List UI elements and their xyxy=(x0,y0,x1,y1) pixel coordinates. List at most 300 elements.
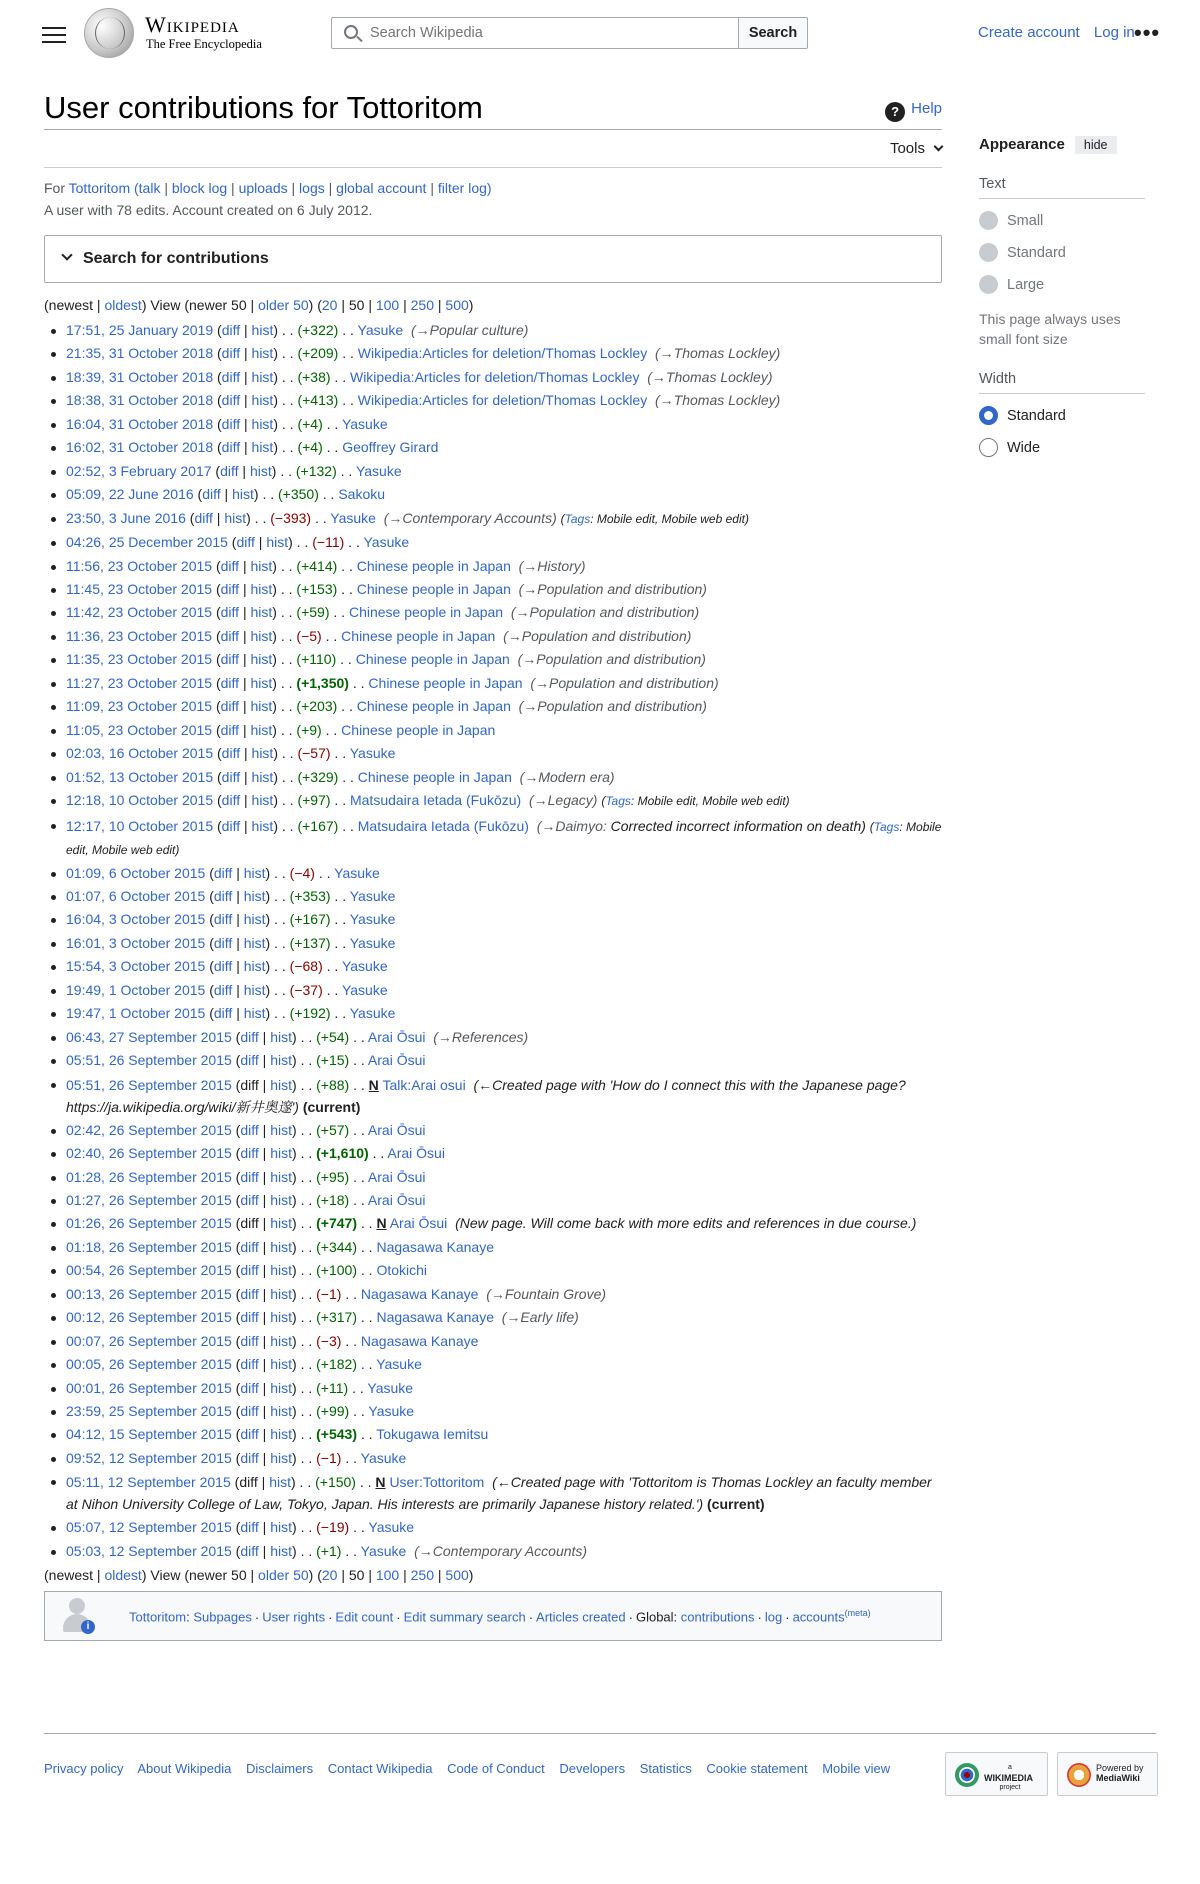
contribution-timestamp-link[interactable]: 11:09, 23 October 2015 xyxy=(66,698,213,715)
page-link[interactable]: Nagasawa Kanaye xyxy=(376,1309,494,1326)
contribution-timestamp-link[interactable]: 01:52, 13 October 2015 xyxy=(66,768,214,785)
diff-link[interactable]: diff xyxy=(240,1309,259,1326)
hist-link[interactable]: hist xyxy=(270,1309,293,1326)
hist-link[interactable]: hist xyxy=(270,1168,293,1185)
diff-link[interactable]: diff xyxy=(240,1403,259,1420)
page-footer xyxy=(44,1733,1156,1791)
contribution-row: 01:28, 26 September 2015 (diff | hist) . . (+95) . . Arai Ōsui xyxy=(66,1166,942,1189)
diff-link[interactable]: diff xyxy=(213,911,233,928)
edit-summary: (→Modern era) xyxy=(519,768,615,785)
hist-link[interactable]: hist xyxy=(270,1332,293,1349)
page-link[interactable]: Chinese people in Japan xyxy=(368,674,523,691)
radio-unselected-icon[interactable] xyxy=(979,438,998,457)
wikimedia-project-badge[interactable] xyxy=(945,1752,1048,1796)
diff-link[interactable]: diff xyxy=(220,627,240,644)
diff-link[interactable]: diff xyxy=(220,698,240,715)
contribution-timestamp-link[interactable]: 05:11, 12 September 2015 xyxy=(66,1474,231,1491)
edit-summary: (→Population and distribution) xyxy=(503,627,692,644)
hist-link[interactable]: hist xyxy=(250,627,273,644)
hist-link[interactable]: hist xyxy=(270,1145,293,1162)
footer-link-contact[interactable]: Contact Wikipedia xyxy=(327,1761,433,1776)
contribution-timestamp-link[interactable]: 06:43, 27 September 2015 xyxy=(66,1028,232,1045)
pager-view-text: View (newer 50 xyxy=(150,297,247,313)
contribution-timestamp-link[interactable]: 18:38, 31 October 2018 xyxy=(66,392,214,409)
diff-link[interactable]: diff xyxy=(240,1449,259,1466)
diff-link[interactable]: diff xyxy=(240,1426,259,1443)
personal-tools xyxy=(978,24,1145,41)
diff-link[interactable]: diff xyxy=(240,1285,259,1302)
diff-link[interactable]: diff xyxy=(240,1191,259,1208)
contribution-timestamp-link[interactable]: 19:47, 1 October 2015 xyxy=(66,1005,206,1022)
contribution-timestamp-link[interactable]: 12:18, 10 October 2015 xyxy=(66,792,214,809)
contribution-timestamp-link[interactable]: 15:54, 3 October 2015 xyxy=(66,958,206,975)
hist-link[interactable]: hist xyxy=(270,1238,293,1255)
contribution-timestamp-link[interactable]: 11:56, 23 October 2015 xyxy=(66,557,213,574)
diff-link[interactable]: diff xyxy=(221,439,241,456)
diff-link[interactable]: diff xyxy=(220,604,240,621)
page-link[interactable]: Wikipedia:Articles for deletion/Thomas Lockley xyxy=(357,345,648,362)
option-label: Standard xyxy=(1007,408,1066,424)
page-link[interactable]: Yasuke xyxy=(349,934,396,951)
contribution-timestamp-link[interactable]: 02:42, 26 September 2015 xyxy=(66,1121,232,1138)
diff-link[interactable]: diff xyxy=(221,768,241,785)
diff-link[interactable]: diff xyxy=(194,509,213,526)
diff-label: diff xyxy=(240,1076,259,1093)
diff-link[interactable]: diff xyxy=(220,651,240,668)
user-tools-username-link[interactable]: Tottoritom xyxy=(129,1609,187,1625)
tools-row xyxy=(44,130,942,168)
hist-link[interactable]: hist xyxy=(270,1403,293,1420)
page-link[interactable]: Yasuke xyxy=(368,1403,415,1420)
hist-link[interactable]: hist xyxy=(249,462,272,479)
hist-link[interactable]: hist xyxy=(243,911,266,928)
page-link[interactable]: Yasuke xyxy=(360,1542,407,1559)
page-link[interactable]: Yasuke xyxy=(376,1356,422,1373)
hist-link[interactable]: hist xyxy=(250,674,273,691)
hist-link[interactable]: hist xyxy=(251,817,274,834)
hist-link[interactable]: hist xyxy=(243,981,266,998)
contribution-timestamp-link[interactable]: 00:07, 26 September 2015 xyxy=(66,1332,232,1349)
diff-link[interactable]: diff xyxy=(240,1262,259,1279)
uploads-link[interactable]: uploads xyxy=(238,180,288,196)
edit-summary-search-link[interactable]: Edit summary search xyxy=(403,1609,526,1625)
font-size-note: This page always uses small font size xyxy=(979,311,1121,347)
page-link[interactable]: Arai Ōsui xyxy=(367,1191,426,1208)
page-link[interactable]: Arai Ōsui xyxy=(367,1168,426,1185)
contribution-timestamp-link[interactable]: 19:49, 1 October 2015 xyxy=(66,981,206,998)
tags-link[interactable]: Tags xyxy=(564,511,591,526)
hist-link[interactable]: hist xyxy=(250,721,273,738)
hide-appearance-button[interactable]: hide xyxy=(1075,136,1117,154)
radio-selected-icon[interactable] xyxy=(979,406,998,425)
contribution-timestamp-link[interactable]: 23:59, 25 September 2015 xyxy=(66,1403,232,1420)
contribution-timestamp-link[interactable]: 16:04, 3 October 2015 xyxy=(66,911,206,928)
page-link[interactable]: Tokugawa Iemitsu xyxy=(376,1426,489,1443)
footer-link-cookie-statement[interactable]: Cookie statement xyxy=(706,1761,808,1776)
diff-link[interactable]: diff xyxy=(213,1005,233,1022)
contribution-row: 01:27, 26 September 2015 (diff | hist) . . (+18) . . Arai Ōsui xyxy=(66,1189,942,1212)
badge-line: a xyxy=(1008,1764,1012,1771)
hist-link[interactable]: hist xyxy=(270,1285,293,1302)
diff-link[interactable]: diff xyxy=(221,745,241,762)
hist-link[interactable]: hist xyxy=(232,486,254,503)
contribution-timestamp-link[interactable]: 11:35, 23 October 2015 xyxy=(66,651,213,668)
search-input[interactable] xyxy=(368,22,728,44)
page-link[interactable]: Matsudaira Ietada (Fukōzu) xyxy=(349,792,522,809)
contribution-row: 23:50, 3 June 2016 (diff | hist) . . (−393) . . Yasuke (→Contemporary Accounts) (Tags: Mobile edit, Mobile web edit) xyxy=(66,507,942,531)
log-in-link[interactable]: Log in xyxy=(1093,24,1135,41)
edit-summary: (→Population and distribution) xyxy=(518,580,707,597)
page-link[interactable]: Yasuke xyxy=(341,981,388,998)
contribution-timestamp-link[interactable]: 00:05, 26 September 2015 xyxy=(66,1356,232,1373)
size-change: (−68) xyxy=(289,958,323,975)
contribution-timestamp-link[interactable]: 17:51, 25 January 2019 xyxy=(66,322,214,338)
hist-link[interactable]: hist xyxy=(270,1356,293,1373)
contribution-timestamp-link[interactable]: 11:36, 23 October 2015 xyxy=(66,627,213,644)
radio-disabled-icon xyxy=(979,211,998,230)
page-link[interactable]: Yasuke xyxy=(341,958,388,975)
edit-count-link[interactable]: Edit count xyxy=(335,1609,394,1625)
pager-older-link[interactable]: older 50 xyxy=(258,1567,309,1584)
contribution-timestamp-link[interactable]: 04:12, 15 September 2015 xyxy=(66,1426,232,1443)
hist-link[interactable]: hist xyxy=(250,698,273,715)
mediawiki-badge-text xyxy=(1096,1763,1144,1783)
contribution-timestamp-link[interactable]: 11:42, 23 October 2015 xyxy=(66,604,213,621)
contribution-timestamp-link[interactable]: 05:07, 12 September 2015 xyxy=(66,1519,232,1536)
limit-50-current: 50 xyxy=(348,1567,365,1584)
edit-summary: (→Population and distribution) xyxy=(510,604,700,621)
diff-link[interactable]: diff xyxy=(213,864,233,881)
global-log-link[interactable]: log xyxy=(764,1609,783,1625)
contribution-timestamp-link[interactable]: 05:51, 26 September 2015 xyxy=(66,1052,232,1069)
hist-link[interactable]: hist xyxy=(243,934,266,951)
diff-link[interactable]: diff xyxy=(221,792,241,809)
page-link[interactable]: Chinese people in Japan xyxy=(341,627,496,644)
contribution-timestamp-link[interactable]: 21:35, 31 October 2018 xyxy=(66,345,214,362)
footer-link-privacy[interactable]: Privacy policy xyxy=(44,1761,124,1776)
appearance-title xyxy=(979,136,1145,154)
contribution-timestamp-link[interactable]: 16:01, 3 October 2015 xyxy=(66,934,206,951)
diff-link[interactable]: diff xyxy=(240,1519,259,1536)
diff-link[interactable]: diff xyxy=(240,1238,259,1255)
create-account-link[interactable]: Create account xyxy=(978,24,1080,41)
page-link[interactable]: Chinese people in Japan xyxy=(356,698,511,715)
diff-link[interactable]: diff xyxy=(240,1121,259,1138)
powered-by-mediawiki-badge[interactable] xyxy=(1057,1752,1158,1796)
contribution-timestamp-link[interactable]: 04:26, 25 December 2015 xyxy=(66,534,228,551)
page-link[interactable]: Talk:Arai osui xyxy=(382,1076,466,1093)
diff-link[interactable]: diff xyxy=(240,1052,259,1069)
hist-link[interactable]: hist xyxy=(270,1191,293,1208)
hist-link[interactable]: hist xyxy=(270,1028,293,1045)
global-accounts-link[interactable]: accounts xyxy=(792,1609,845,1625)
diff-link[interactable]: diff xyxy=(221,817,241,834)
search-contributions-toggle[interactable] xyxy=(44,235,942,283)
help-link[interactable] xyxy=(885,100,942,122)
size-change: (+182) xyxy=(316,1356,357,1373)
pager-oldest-link[interactable]: oldest xyxy=(104,297,142,313)
hist-link[interactable]: hist xyxy=(250,557,273,574)
page-link[interactable]: Arai Ōsui xyxy=(387,1145,445,1162)
size-change: (+18) xyxy=(316,1191,350,1208)
hist-link[interactable]: hist xyxy=(270,1519,293,1536)
diff-link[interactable]: diff xyxy=(213,958,233,975)
tags-link[interactable]: Tags xyxy=(605,794,631,809)
contribution-timestamp-link[interactable]: 02:52, 3 February 2017 xyxy=(66,462,212,479)
diff-link[interactable]: diff xyxy=(202,486,221,503)
diff-label: diff xyxy=(239,1474,258,1491)
hist-link[interactable]: hist xyxy=(270,1076,293,1093)
hist-link[interactable]: hist xyxy=(224,509,247,526)
logo-tagline: The Free Encyclopedia xyxy=(146,37,262,51)
edit-summary: (←Created page with 'How do I connect this with the Japanese page? https://ja.wikipedia.org/wiki/新井奥邃') xyxy=(66,1076,906,1115)
contribution-timestamp-link[interactable]: 00:01, 26 September 2015 xyxy=(66,1379,232,1396)
diff-link[interactable]: diff xyxy=(240,1145,259,1162)
hist-link[interactable]: hist xyxy=(251,368,274,385)
hist-link[interactable]: hist xyxy=(270,1121,293,1138)
contribution-timestamp-link[interactable]: 01:27, 26 September 2015 xyxy=(66,1191,232,1208)
contribution-timestamp-link[interactable]: 01:07, 6 October 2015 xyxy=(66,887,206,904)
hist-link[interactable]: hist xyxy=(243,1005,266,1022)
filter-log-link[interactable]: filter log xyxy=(437,180,487,196)
contribution-row: 02:03, 16 October 2015 (diff | hist) . . (−57) . . Yasuke xyxy=(66,742,942,765)
hist-link[interactable]: hist xyxy=(251,392,274,409)
page-link[interactable]: User:Tottoritom xyxy=(389,1474,485,1491)
hist-link[interactable]: hist xyxy=(270,1215,293,1232)
hist-link[interactable]: hist xyxy=(251,439,274,456)
page-link[interactable]: Yasuke xyxy=(357,322,404,338)
contribution-timestamp-link[interactable]: 23:50, 3 June 2016 xyxy=(66,509,186,526)
articles-created-link[interactable]: Articles created xyxy=(536,1609,626,1625)
page-link[interactable]: Wikipedia:Articles for deletion/Thomas Lockley xyxy=(349,368,640,385)
hist-link[interactable]: hist xyxy=(266,534,289,551)
logo-wordmark[interactable]: Wikipedia xyxy=(145,12,240,37)
contribution-timestamp-link[interactable]: 18:39, 31 October 2018 xyxy=(66,368,214,385)
diff-link[interactable]: diff xyxy=(213,934,233,951)
page-link[interactable]: Yasuke xyxy=(349,745,396,762)
size-change: (+167) xyxy=(289,911,331,928)
page-link[interactable]: Arai Ōsui xyxy=(367,1028,426,1045)
pager-older-link[interactable]: older 50 xyxy=(258,297,309,313)
hist-link[interactable]: hist xyxy=(250,604,273,621)
subpages-link[interactable]: Subpages xyxy=(193,1609,252,1625)
user-rights-link[interactable]: User rights xyxy=(262,1609,326,1625)
contribution-row: 02:42, 26 September 2015 (diff | hist) . . (+57) . . Arai Ōsui xyxy=(66,1119,942,1142)
diff-link[interactable]: diff xyxy=(240,1168,259,1185)
diff-link[interactable]: diff xyxy=(221,322,241,338)
limit-100-link[interactable]: 100 xyxy=(375,1567,400,1584)
size-change: (+747) xyxy=(316,1215,357,1232)
contributions-subtitle: For Tottoritom (talk | block log | uploads | logs | global account | filter log) A user with 78 edits. Account created on 6 July 2012. xyxy=(44,177,942,221)
page-link[interactable]: Arai Ōsui xyxy=(367,1121,426,1138)
contribution-timestamp-link[interactable]: 11:45, 23 October 2015 xyxy=(66,580,213,597)
hist-link[interactable]: hist xyxy=(243,887,266,904)
diff-link[interactable]: diff xyxy=(220,557,240,574)
limit-20-link[interactable]: 20 xyxy=(321,1567,338,1584)
hist-link[interactable]: hist xyxy=(270,1379,293,1396)
contribution-timestamp-link[interactable]: 05:51, 26 September 2015 xyxy=(66,1076,232,1093)
contribution-timestamp-link[interactable]: 16:02, 31 October 2018 xyxy=(66,439,214,456)
contribution-timestamp-link[interactable]: 01:18, 26 September 2015 xyxy=(66,1238,232,1255)
hist-link[interactable]: hist xyxy=(270,1426,293,1443)
diff-link[interactable]: diff xyxy=(236,534,255,551)
contribution-timestamp-link[interactable]: 02:03, 16 October 2015 xyxy=(66,745,214,762)
hist-link[interactable]: hist xyxy=(270,1449,293,1466)
limit-500-link[interactable]: 500 xyxy=(445,297,469,313)
hist-link[interactable]: hist xyxy=(251,345,274,362)
wikipedia-globe-logo[interactable] xyxy=(84,8,134,58)
limit-100-link[interactable]: 100 xyxy=(375,297,400,313)
width-standard-option[interactable] xyxy=(979,406,1145,426)
hist-link[interactable]: hist xyxy=(251,745,274,762)
page-link[interactable]: Matsudaira Ietada (Fukōzu) xyxy=(357,817,529,834)
pager-top: (newest | oldest) View (newer 50 | older 50) (20 | 50 | 100 | 250 | 500) xyxy=(44,297,474,313)
page-link[interactable]: Yasuke xyxy=(334,864,380,881)
contribution-timestamp-link[interactable]: 11:27, 23 October 2015 xyxy=(66,674,213,691)
page-link[interactable]: Arai Ōsui xyxy=(367,1052,426,1069)
hist-link[interactable]: hist xyxy=(251,415,274,432)
diff-link[interactable]: diff xyxy=(240,1332,259,1349)
page-link[interactable]: Nagasawa Kanaye xyxy=(376,1238,494,1255)
contribution-timestamp-link[interactable]: 02:40, 26 September 2015 xyxy=(66,1145,232,1162)
page-link[interactable]: Chinese people in Japan xyxy=(356,580,511,597)
contribution-timestamp-link[interactable]: 11:05, 23 October 2015 xyxy=(66,721,213,738)
hist-link[interactable]: hist xyxy=(270,1542,293,1559)
diff-link[interactable]: diff xyxy=(221,368,241,385)
page-link[interactable]: Nagasawa Kanaye xyxy=(360,1285,479,1302)
limit-500-link[interactable]: 500 xyxy=(445,1567,469,1584)
hist-link[interactable]: hist xyxy=(251,792,274,809)
contribution-timestamp-link[interactable]: 05:03, 12 September 2015 xyxy=(66,1542,232,1559)
more-options-icon[interactable]: ••• xyxy=(1134,20,1161,45)
pager-newest: newest xyxy=(48,297,94,313)
contribution-timestamp-link[interactable]: 09:52, 12 September 2015 xyxy=(66,1449,232,1466)
hist-link[interactable]: hist xyxy=(243,958,266,975)
size-change: (+59) xyxy=(296,604,330,621)
size-change: (+317) xyxy=(316,1309,357,1326)
diff-link[interactable]: diff xyxy=(221,345,241,362)
contribution-row: 05:07, 12 September 2015 (diff | hist) . . (−19) . . Yasuke xyxy=(66,1516,942,1539)
page-link[interactable]: Chinese people in Japan xyxy=(355,651,510,668)
limit-250-link[interactable]: 250 xyxy=(410,1567,434,1584)
footer-link-disclaimers[interactable]: Disclaimers xyxy=(245,1761,314,1776)
user-link[interactable]: Tottoritom xyxy=(68,180,131,196)
page-link[interactable]: Chinese people in Japan xyxy=(356,557,511,574)
diff-link[interactable]: diff xyxy=(240,1028,259,1045)
diff-link[interactable]: diff xyxy=(221,415,241,432)
diff-link[interactable]: diff xyxy=(221,392,241,409)
page-link[interactable]: Wikipedia:Articles for deletion/Thomas Lockley xyxy=(357,392,648,409)
diff-link[interactable]: diff xyxy=(240,1356,259,1373)
contribution-timestamp-link[interactable]: 01:09, 6 October 2015 xyxy=(66,864,206,881)
diff-link[interactable]: diff xyxy=(240,1379,259,1396)
page-link[interactable]: Yasuke xyxy=(367,1379,414,1396)
hist-link[interactable]: hist xyxy=(251,322,274,338)
diff-link[interactable]: diff xyxy=(213,981,233,998)
contribution-timestamp-link[interactable]: 16:04, 31 October 2018 xyxy=(66,415,214,432)
page-link[interactable]: Yasuke xyxy=(363,534,410,551)
footer-link-mobile-view[interactable]: Mobile view xyxy=(822,1761,891,1776)
contribution-timestamp-link[interactable]: 00:13, 26 September 2015 xyxy=(66,1285,232,1302)
page-link[interactable]: Nagasawa Kanaye xyxy=(360,1332,479,1349)
search-button[interactable]: Search xyxy=(738,17,808,49)
width-wide-option[interactable] xyxy=(979,438,1145,458)
contribution-timestamp-link[interactable]: 12:17, 10 October 2015 xyxy=(66,817,214,834)
contribution-timestamp-link[interactable]: 01:26, 26 September 2015 xyxy=(66,1215,232,1232)
footer-link-statistics[interactable]: Statistics xyxy=(639,1761,692,1776)
page-link[interactable]: Geoffrey Girard xyxy=(342,439,439,456)
block-log-link[interactable]: block log xyxy=(171,180,228,196)
diff-link[interactable]: diff xyxy=(220,721,240,738)
hist-link[interactable]: hist xyxy=(251,768,274,785)
logs-link[interactable]: logs xyxy=(299,180,325,196)
page-link[interactable]: Arai Ōsui xyxy=(389,1215,448,1232)
diff-link[interactable]: diff xyxy=(220,674,240,691)
page-link[interactable]: Chinese people in Japan xyxy=(348,604,504,621)
page-link[interactable]: Yasuke xyxy=(368,1519,415,1536)
diff-link[interactable]: diff xyxy=(220,462,239,479)
page-link[interactable]: Otokichi xyxy=(376,1262,428,1279)
pager-oldest-link[interactable]: oldest xyxy=(104,1567,142,1584)
limit-20-link[interactable]: 20 xyxy=(321,297,338,313)
contribution-row: 16:04, 31 October 2018 (diff | hist) . . (+4) . . Yasuke xyxy=(66,413,942,436)
tags-link[interactable]: Tags xyxy=(873,819,900,834)
hist-link[interactable]: hist xyxy=(269,1474,291,1491)
search-contributions-label: Search for contributions xyxy=(83,250,269,267)
page-link[interactable]: Yasuke xyxy=(355,462,402,479)
page-link[interactable]: Chinese people in Japan xyxy=(357,768,512,785)
contribution-row: 11:45, 23 October 2015 (diff | hist) . . (+153) . . Chinese people in Japan (→Population and distribution) xyxy=(66,578,942,601)
hist-link[interactable]: hist xyxy=(250,580,273,597)
tools-dropdown[interactable] xyxy=(890,140,942,157)
hist-link[interactable]: hist xyxy=(270,1052,293,1069)
diff-link[interactable]: diff xyxy=(220,580,240,597)
hist-link[interactable]: hist xyxy=(243,864,266,881)
help-label[interactable]: Help xyxy=(911,100,942,117)
talk-link[interactable]: talk xyxy=(138,180,161,196)
limit-250-link[interactable]: 250 xyxy=(410,297,434,313)
contribution-timestamp-link[interactable]: 01:28, 26 September 2015 xyxy=(66,1168,232,1185)
main-menu-icon[interactable] xyxy=(42,24,66,44)
contribution-timestamp-link[interactable]: 00:54, 26 September 2015 xyxy=(66,1262,232,1279)
global-contributions-link[interactable]: contributions xyxy=(680,1609,755,1625)
contribution-timestamp-link[interactable]: 00:12, 26 September 2015 xyxy=(66,1309,232,1326)
size-change: (+192) xyxy=(289,1005,331,1022)
hist-link[interactable]: hist xyxy=(250,651,273,668)
footer-link-about[interactable]: About Wikipedia xyxy=(137,1761,232,1776)
site-header xyxy=(0,0,1200,68)
size-change: (+1,610) xyxy=(316,1145,369,1162)
footer-link-code-of-conduct[interactable]: Code of Conduct xyxy=(447,1761,545,1776)
meta-link[interactable]: (meta) xyxy=(844,1608,871,1619)
page-link[interactable]: Yasuke xyxy=(349,911,396,928)
contribution-timestamp-link[interactable]: 05:09, 22 June 2016 xyxy=(66,486,194,503)
contribution-row: 17:51, 25 January 2019 (diff | hist) . . (+322) . . Yasuke (→Popular culture) xyxy=(66,319,942,342)
page-link[interactable]: Yasuke xyxy=(349,1005,396,1022)
page-link[interactable]: Yasuke xyxy=(360,1449,407,1466)
page-link[interactable]: Yasuke xyxy=(349,887,396,904)
page-link[interactable]: Chinese people in Japan xyxy=(341,721,496,738)
diff-link[interactable]: diff xyxy=(213,887,233,904)
global-account-link[interactable]: global account xyxy=(336,180,427,196)
page-link[interactable]: Sakoku xyxy=(338,486,386,503)
diff-link[interactable]: diff xyxy=(240,1542,259,1559)
page-link[interactable]: Yasuke xyxy=(330,509,376,526)
footer-link-developers[interactable]: Developers xyxy=(559,1761,626,1776)
hist-link[interactable]: hist xyxy=(270,1262,293,1279)
size-change: (−4) xyxy=(289,864,315,881)
page-link[interactable]: Yasuke xyxy=(341,415,388,432)
